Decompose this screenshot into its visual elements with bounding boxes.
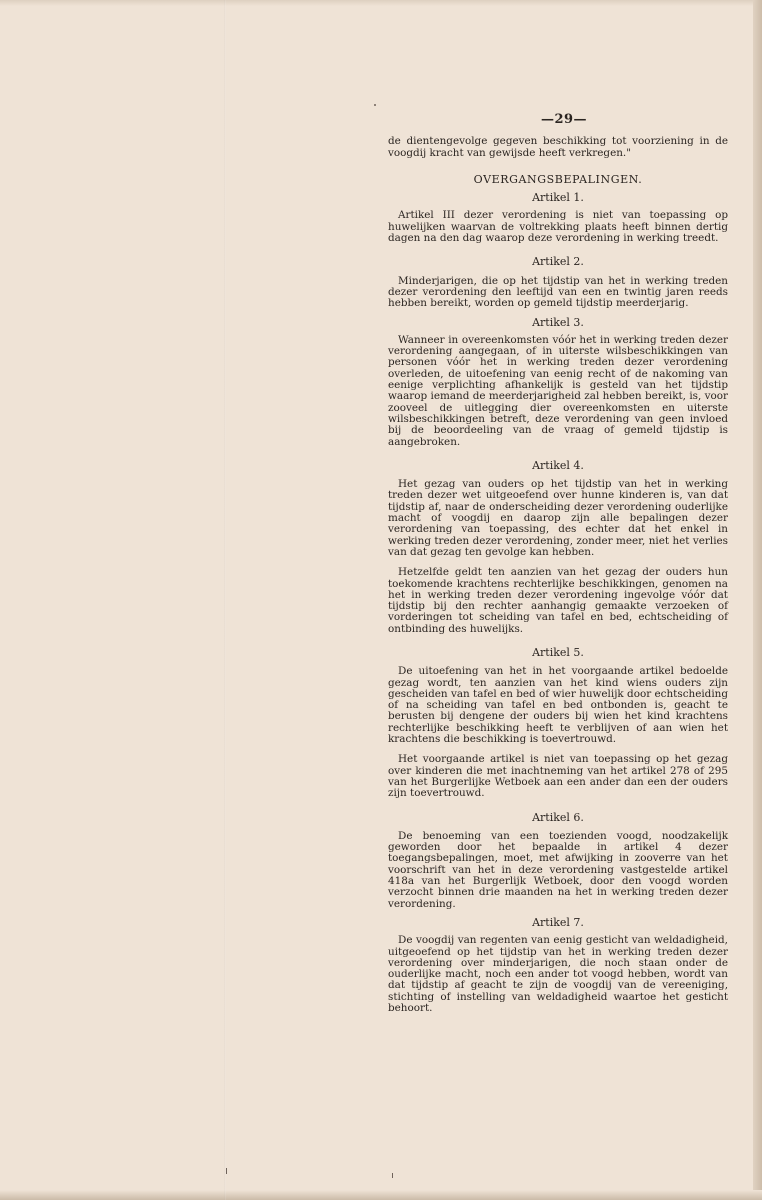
article-7-paragraph-1: De voogdij van regenten van eenig gesticht van weldadigheid, uitgeoefend op het tijdstip van het in werking treden dezer verordening over minderjarigen, die noch staan onder de ouderlijke macht, noch een ander tot voogd hebben, wordt van dat tijdstip af geacht te zijn de voogdij van de vereeniging, stichting of instelling van weldadigheid waartoe het gesticht behoort. [388, 934, 728, 1014]
page-number: —29— [540, 112, 588, 127]
paper-bottom-edge [0, 1190, 762, 1200]
article-2-heading: Artikel 2. [532, 255, 584, 269]
article-4-heading: Artikel 4. [532, 458, 584, 472]
paper-top-edge [0, 0, 762, 6]
article-5-paragraph-2: Het voorgaande artikel is niet van toepassing op het gezag over kinderen die met inachtneming van het artikel 278 of 295 van het Burgerlijke Wetboek aan een ander dan een der ouders zijn toevertrouwd. [388, 753, 728, 800]
article-7-heading: Artikel 7. [532, 915, 584, 929]
article-2-paragraph-1: Minderjarigen, die op het tijdstip van het in werking treden dezer verordening den leeftijd van een en twintig jaren reeds hebben bereikt, worden op gemeld tijdstip meerderjarig. [388, 274, 728, 310]
article-4-paragraph-1: Het gezag van ouders op het tijdstip van het in werking treden dezer wet uitgeoefend over hunne kinderen is, van dat tijdstip af, naar de onderscheiding dezer verordening ouderlijke macht of voogdij en daarop zijn alle bepalingen dezer verordening van toepassing, des echter dat het enkel in werking treden dezer verordening, zonder meer, niet het verlies van dat gezag ten gevolge kan hebben. [388, 478, 728, 558]
paper-speck [226, 1168, 227, 1174]
article-5-heading: Artikel 5. [532, 645, 584, 659]
section-title: OVERGANGSBEPALINGEN. [473, 172, 643, 186]
paper-speck [374, 104, 376, 106]
article-1-heading: Artikel 1. [532, 191, 584, 205]
text-column [388, 114, 728, 1014]
paper-right-edge [753, 0, 762, 1200]
opening-paragraph: de dientengevolge gegeven beschikking tot voorziening in de voogdij kracht van gewijsde heeft verkregen." [388, 135, 728, 159]
article-1-paragraph-1: Artikel III dezer verordening is niet van toepassing op huwelijken waarvan de voltrekking plaats heeft binnen dertig dagen na den dag waarop deze verordening in werking treedt. [388, 209, 728, 245]
article-6-heading: Artikel 6. [532, 810, 584, 824]
article-5-paragraph-1: De uitoefening van het in het voorgaande artikel bedoelde gezag wordt, ten aanzien van het kind wiens ouders zijn gescheiden van tafel en bed of wier huwelijk door echtscheiding of na scheiding van tafel en bed ontbonden is, geacht te berusten bij dengene der ouders bij wien het kind krachtens rechterlijke beschikking heeft te verblijven of aan wien het krachtens die beschikking is toevertrouwd. [388, 665, 728, 746]
article-4-paragraph-2: Hetzelfde geldt ten aanzien van het gezag der ouders hun toekomende krachtens rechterlijke beschikkingen, genomen na het in werking treden dezer verordening ingevolge vóór dat tijdstip bij den rechter aanhangig gemaakte verzoeken of vorderingen tot scheiding van tafel en bed, echtscheiding of ontbinding des huwelijks. [388, 566, 728, 635]
paper-fold-line [224, 0, 226, 1200]
article-6-paragraph-1: De benoeming van een toezienden voogd, noodzakelijk geworden door het bepaalde in artikel 4 dezer toegangsbepalingen, moet, met afwijking in zooverre van het voorschrift van het in deze verordening vastgestelde artikel 418a van het Burgerlijk Wetboek, door den voogd worden verzocht binnen drie maanden na het in werking treden dezer verordening. [388, 829, 728, 910]
paper-speck [392, 1173, 393, 1178]
article-3-heading: Artikel 3. [532, 315, 584, 329]
article-3-paragraph-1: Wanneer in overeenkomsten vóór het in werking treden dezer verordening aangegaan, of in uiterste wilsbeschikkingen van personen vóór het in werking treden dezer verordening overleden, de uitoefening van eenig recht of de nakoming van eenige verplichting afhankelijk is gesteld van het tijdstip waarop iemand de meerderjarigheid zal hebben bereikt, is, voor zooveel de uitlegging dier overeenkomsten en uiterste wilsbeschikkingen betreft, deze verordening van geen invloed bij de beoordeeling van de vraag of gemeld tijdstip is aangebroken. [388, 333, 728, 448]
